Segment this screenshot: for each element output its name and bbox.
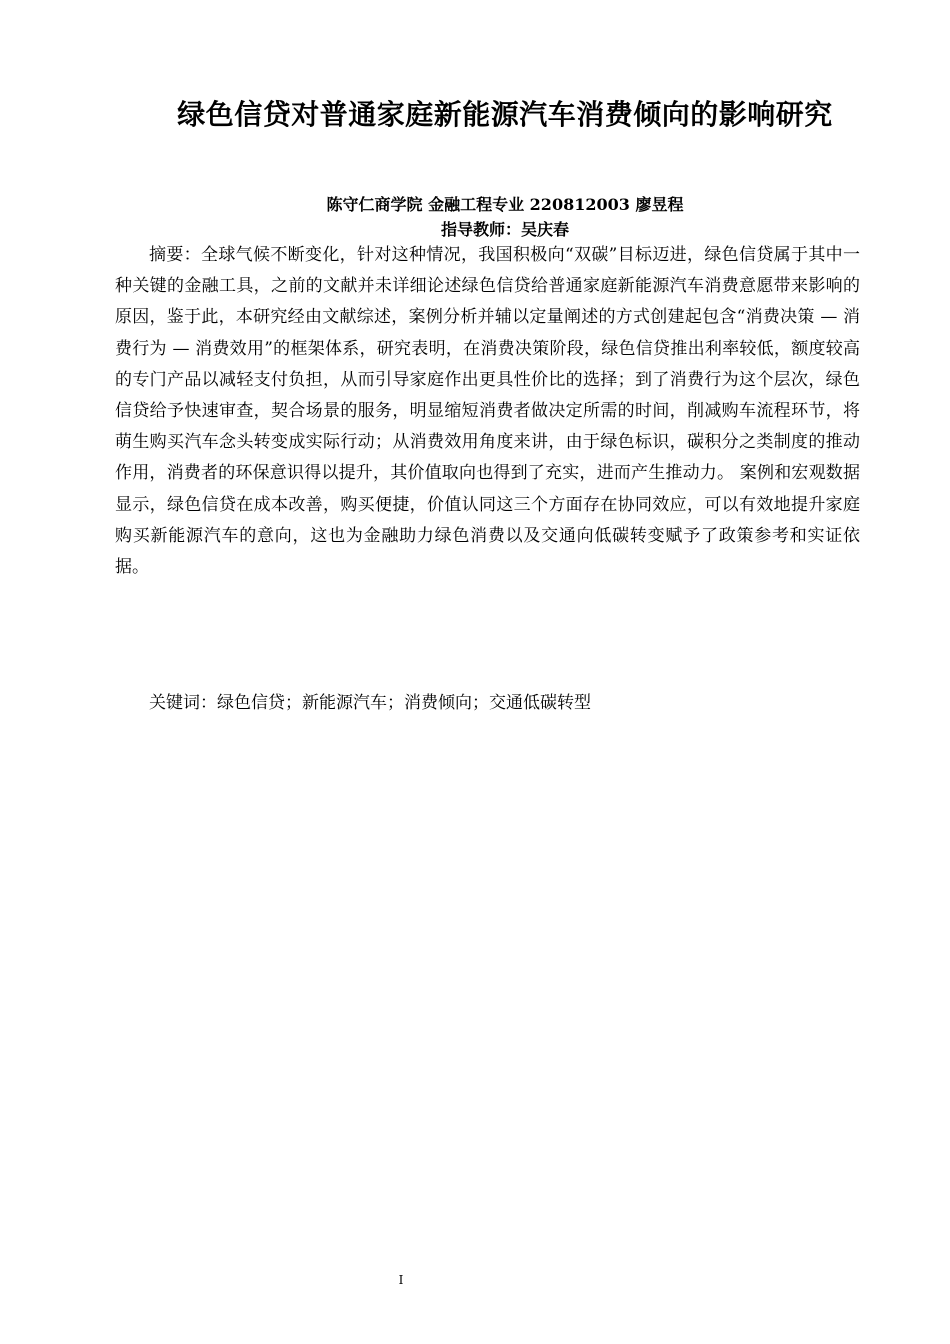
advisor-line: 指导教师：吴庆春 <box>440 220 569 239</box>
author-line: 陈守仁商学院 金融工程专业 220812003 廖昱程 <box>326 195 684 214</box>
paper-title: 绿色信贷对普通家庭新能源汽车消费倾向的影响研究 <box>177 98 833 131</box>
keywords-line: 关键词：绿色信贷；新能源汽车；消费倾向；交通低碳转型 <box>149 693 591 713</box>
abstract-paragraph: 摘要：全球气候不断变化，针对这种情况，我国积极向“双碳”目标迈进，绿色信贷属于其中一种关键的金融工具，之前的文献并未详细论述绿色信贷给普通家庭新能源汽车消费意愿带来影响的原因，鉴于此，本研究经由文献综述，案例分析并辅以定量阐述的方式创建起包含“消费决策 — 消费行为 — 消费效用”的框架体系，研究表明，在消费决策阶段，绿色信贷推出利率较低，额度较高的专门产品以减轻支付负担，从而引导家庭作出更具性价比的选择；到了消费行为这个层次，绿色信贷给予快速审查，契合场景的服务，明显缩短消费者做决定所需的时间，削减购车流程环节，将萌生购买汽车念头转变成实际行动；从消费效用角度来讲，由于绿色标识，碳积分之类制度的推动作用，消费者的环保意识得以提升，其价值取向也得到了充实，进而产生推动力。 案例和宏观数据显示，绿色信贷在成本改善，购买便捷，价值认同这三个方面存在协同效应，可以有效地提升家庭购买新能源汽车的意向，这也为金融助力绿色消费以及交通向低碳转变赋予了政策参考和实证依据。 <box>115 245 860 578</box>
page-number: I <box>398 1273 404 1287</box>
